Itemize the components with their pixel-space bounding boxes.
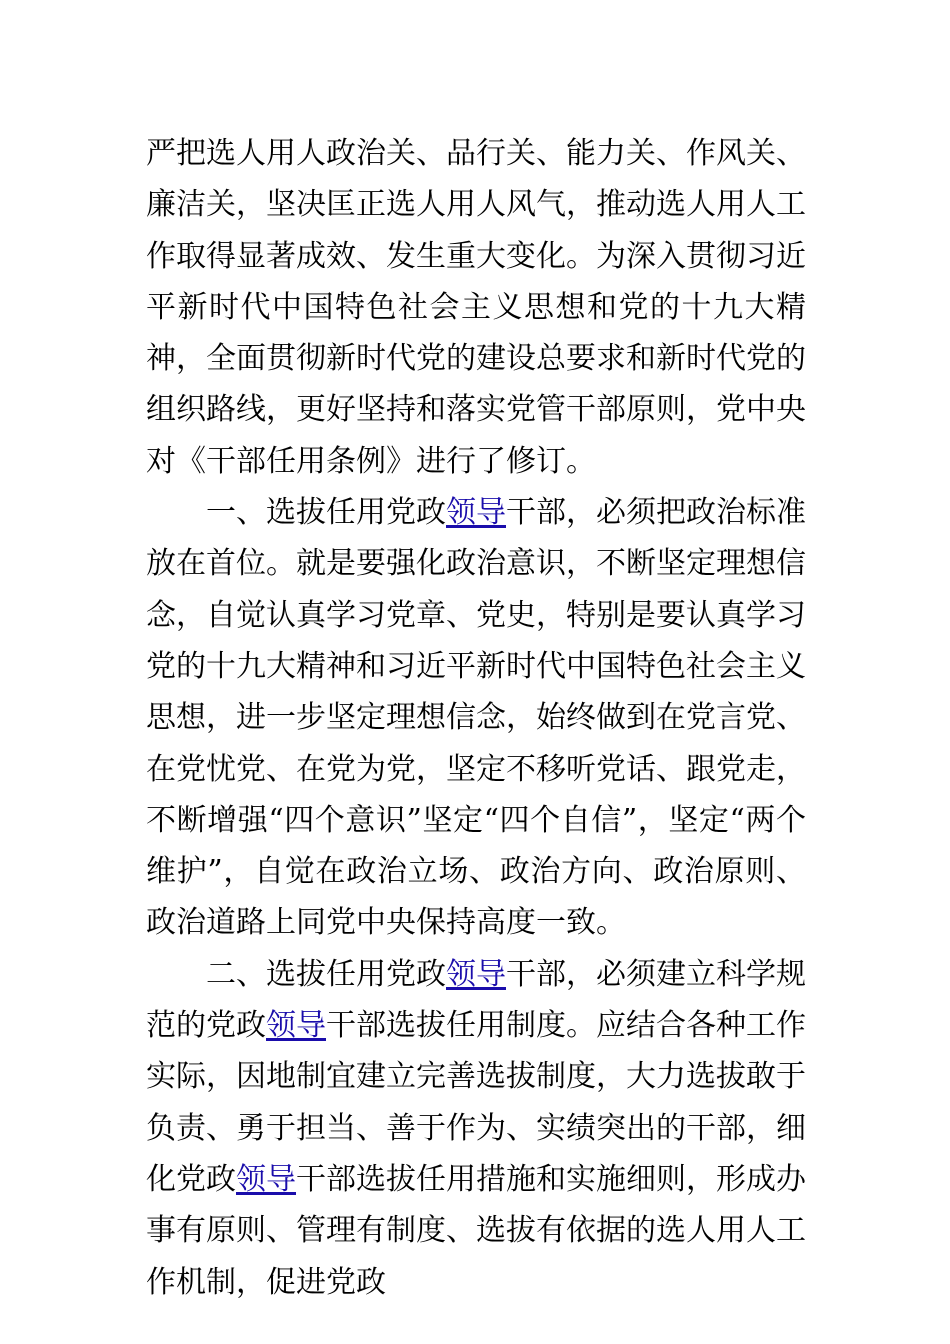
paragraph-section-one <box>146 487 806 949</box>
paragraph-section-two <box>146 949 806 1308</box>
text-run: 干部选拔任用制度。应结合各种工作实际，因地制宜建立完善选拔制度，大力选拔敢于负责、勇于担当、善于作为、实绩突出的干部，细化党政 <box>146 1008 806 1197</box>
paragraph-intro <box>146 128 806 487</box>
keyword-link[interactable]: 领导 <box>236 1161 296 1197</box>
text-run: 干部，必须把政治标准放在首位。就是要强化政治意识，不断坚定理想信念，自觉认真学习党章、党史，特别是要认真学习党的十九大精神和习近平新时代中国特色社会主义思想，进一步坚定理想信念，始终做到在党言党、在党忧党、在党为党，坚定不移听党话、跟党走，不断增强“四个意识”坚定“四个自信”，坚定“两个维护”，自觉在政治立场、政治方向、政治原则、政治道路上同党中央保持高度一致。 <box>146 495 806 941</box>
text-run: 二、选拔任用党政 <box>206 956 446 992</box>
text-run: 一、选拔任用党政 <box>206 495 446 531</box>
text-run: 严把选人用人政治关、品行关、能力关、作风关、廉洁关，坚决匡正选人用人风气，推动选人用人工作取得显著成效、发生重大变化。为深入贯彻习近平新时代中国特色社会主义思想和党的十九大精神，全面贯彻新时代党的建设总要求和新时代党的组织路线，更好坚持和落实党管干部原则，党中央对《干部任用条例》进行了修订。 <box>146 136 806 479</box>
document-body <box>146 128 806 1308</box>
keyword-link[interactable]: 领导 <box>446 956 506 992</box>
text-run: 干部，必须建立科学规范的党政 <box>146 956 806 1044</box>
keyword-link[interactable]: 领导 <box>446 495 506 531</box>
keyword-link[interactable]: 领导 <box>266 1008 326 1044</box>
text-run: 干部选拔任用措施和实施细则，形成办事有原则、管理有制度、选拔有依据的选人用人工作机制，促进党政 <box>146 1161 806 1300</box>
